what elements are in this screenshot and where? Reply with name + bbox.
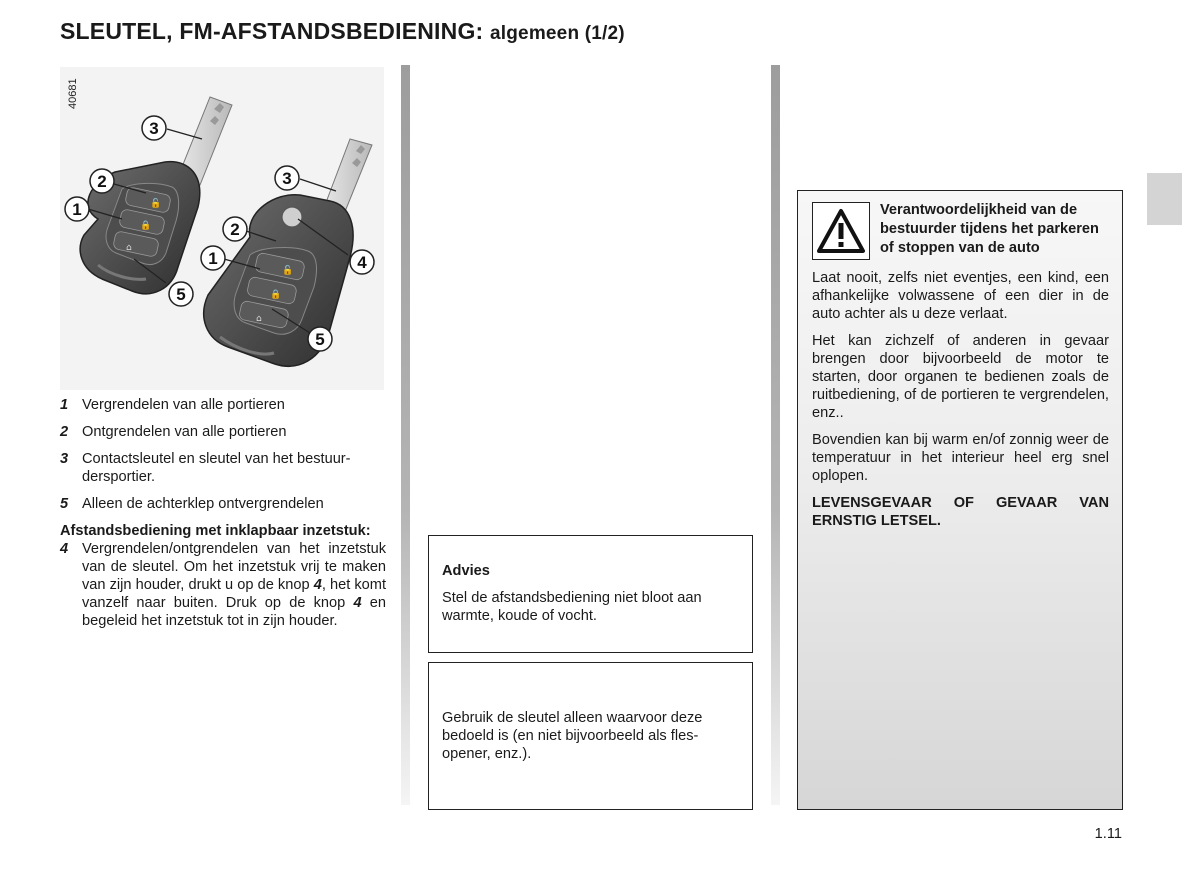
danger-statement: LEVENSGEVAAR OF GEVAAR VAN ERNSTIG LETSEL. — [812, 495, 1109, 529]
usage-note-text: Gebruik de sleutel alleen waarvoor deze bedoeld is (en niet bijvoorbeeld als flesopener, enz.). — [442, 710, 703, 762]
callout-3a — [142, 116, 166, 140]
svg-text:⌂: ⌂ — [256, 314, 262, 324]
legend-item — [60, 423, 386, 441]
insert-text-b: , het komt vanzelf naar buiten. Druk op de knop — [82, 577, 387, 611]
svg-text:2: 2 — [97, 172, 107, 191]
callout-5a — [169, 282, 193, 306]
flip-key-subheading: Afstandsbediening met inklapbaar inzetstuk: — [60, 523, 371, 539]
legend-item — [60, 495, 386, 513]
svg-text:4: 4 — [357, 253, 367, 272]
legend-item-insert — [60, 540, 386, 630]
chapter-tab — [1147, 173, 1182, 225]
warning-title: Verantwoordelijkheid van de bestuurder tijdens het parkeren of stoppen van de auto — [880, 202, 1099, 256]
legend-item — [60, 396, 386, 414]
page-title — [60, 18, 625, 45]
legend-text: Contactsleutel en sleutel van het bestuurdersportier. — [82, 451, 351, 485]
knob-ref: 4 — [353, 595, 362, 611]
warning-paragraph: Laat nooit, zelfs niet eventjes, een kind, een afhankelijke volwassene of een dier in de auto achter als u deze verlaat. — [812, 270, 1109, 322]
advice-box — [428, 535, 753, 653]
key-drawing — [60, 67, 384, 390]
callout-3b — [275, 166, 299, 190]
callout-1a — [65, 197, 89, 221]
legend-number: 4 — [60, 541, 69, 557]
knob-ref: 4 — [313, 577, 322, 593]
svg-text:5: 5 — [315, 330, 325, 349]
legend — [60, 396, 386, 639]
legend-text: Vergrendelen van alle portieren — [82, 397, 285, 413]
warning-header — [812, 201, 1109, 260]
legend-text: Alleen de achterklep ontvergrendelen — [82, 496, 324, 512]
legend-number: 3 — [60, 451, 69, 467]
callout-5b — [308, 327, 332, 351]
title-sub: algemeen (1/2) — [490, 23, 625, 44]
warning-triangle-icon — [812, 202, 870, 260]
insert-text-c: en begeleid het inzetstuk tot in zijn houder. — [82, 595, 386, 629]
svg-text:🔓: 🔓 — [282, 266, 294, 276]
title-main: SLEUTEL, FM-AFSTANDSBEDIENING: — [60, 18, 484, 44]
warning-box — [797, 190, 1123, 810]
key-illustration — [60, 67, 384, 390]
usage-note-box — [428, 662, 753, 810]
svg-text:1: 1 — [208, 249, 218, 268]
svg-text:3: 3 — [149, 119, 159, 138]
svg-text:🔓: 🔓 — [150, 199, 162, 209]
legend-number: 2 — [60, 424, 69, 440]
legend-text: Ontgrendelen van alle portieren — [82, 424, 287, 440]
warning-paragraph: Het kan zichzelf of anderen in gevaar brengen door bijvoorbeeld de motor te starten, door organen te bedienen zoals de ruitbediening, of de portieren te vergrendelen, enz.. — [812, 333, 1109, 421]
illustration-code: 40681 — [67, 78, 79, 109]
callout-2a — [90, 169, 114, 193]
advice-text: Stel de afstandsbediening niet bloot aan warmte, koude of vocht. — [442, 590, 702, 624]
advice-heading: Advies — [442, 563, 490, 579]
svg-text:🔒: 🔒 — [140, 221, 152, 231]
svg-text:⌂: ⌂ — [126, 243, 132, 253]
svg-text:1: 1 — [72, 200, 82, 219]
svg-text:3: 3 — [282, 169, 292, 188]
column-divider-left — [401, 65, 410, 805]
warning-paragraph: Bovendien kan bij warm en/of zonnig weer de temperatuur in het interieur heel erg snel oplopen. — [812, 432, 1109, 484]
callout-4 — [350, 250, 374, 274]
legend-text — [82, 540, 386, 630]
callout-2b — [223, 217, 247, 241]
svg-text:5: 5 — [176, 285, 186, 304]
legend-number: 1 — [60, 397, 69, 413]
page-number: 1.11 — [1094, 826, 1122, 842]
callout-1b — [201, 246, 225, 270]
legend-item — [60, 450, 386, 486]
insert-text-a: Vergrendelen/ontgrendelen van het inzetstuk van de sleutel. Om het inzetstuk vrij te maken van zijn houder, drukt u op de knop — [82, 541, 386, 593]
svg-text:2: 2 — [230, 220, 240, 239]
legend-number: 5 — [60, 496, 69, 512]
column-divider-right — [771, 65, 780, 805]
svg-text:🔒: 🔒 — [270, 290, 282, 300]
